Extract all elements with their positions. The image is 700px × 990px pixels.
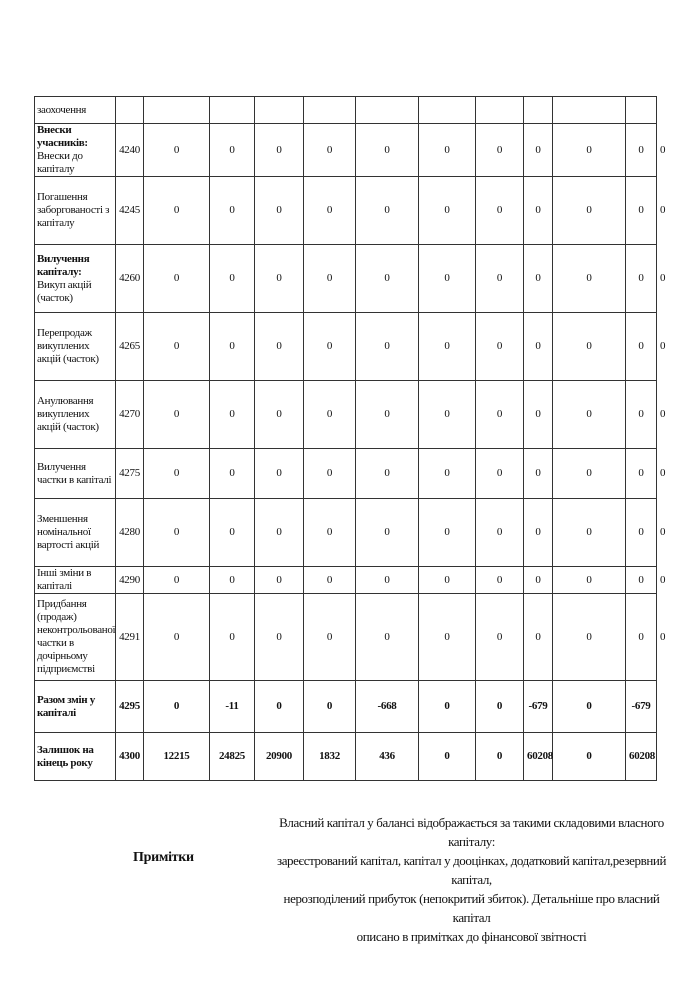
table-row: Перепродаж викуплених акцій (часток) 4265 0 0 0 0 0 0 0 0 0 0 0 — [35, 313, 657, 381]
value-cell: 0 — [304, 567, 356, 594]
table-row: Вилучення частки в капіталі 4275 0 0 0 0 0 0 0 0 0 0 0 — [35, 449, 657, 499]
value-cell: 0 — [356, 124, 419, 177]
row-code: 4270 — [116, 381, 144, 449]
row-name-cell — [35, 313, 116, 381]
value-cell: 0 — [553, 124, 626, 177]
value-cell: -679 — [524, 681, 553, 733]
value-cell: 0 — [419, 594, 476, 681]
value-cell — [626, 97, 657, 124]
value-cell: 12215 — [144, 733, 210, 781]
row-name-cell — [35, 449, 116, 499]
value-cell: 0 — [524, 177, 553, 245]
value-cell: 24825 — [210, 733, 255, 781]
value-cell — [419, 97, 476, 124]
value-cell: -668 — [356, 681, 419, 733]
value-cell: 0 — [356, 567, 419, 594]
row-name: Перепродаж викуплених акцій (часток) — [37, 327, 99, 365]
value-cell: 0 — [210, 449, 255, 499]
value-cell: 0 — [419, 313, 476, 381]
table-row — [35, 733, 657, 781]
value-cell: 0 — [626, 594, 657, 681]
value-cell — [356, 97, 419, 124]
value-cell: 0 — [476, 313, 524, 381]
value-cell: 0 — [419, 681, 476, 733]
value-cell: 0 — [210, 381, 255, 449]
value-cell: 0 — [419, 499, 476, 567]
row-name: Викуп акцій (часток) — [37, 278, 92, 304]
row-section-heading: Внески учасників: — [37, 124, 88, 149]
value-cell: 0 — [210, 567, 255, 594]
value-cell: 0 — [210, 177, 255, 245]
value-cell: 0 — [476, 381, 524, 449]
value-cell: 1832 — [304, 733, 356, 781]
value-cell: 0 — [626, 381, 657, 449]
value-cell: 0 — [553, 245, 626, 313]
row-code — [116, 97, 144, 124]
value-cell: 0 — [553, 733, 626, 781]
value-cell: 0 — [356, 449, 419, 499]
value-cell: 0 — [476, 733, 524, 781]
value-cell: 0 — [304, 594, 356, 681]
row-code: 4290 — [116, 567, 144, 594]
value-cell: -679 — [626, 681, 657, 733]
value-cell — [210, 97, 255, 124]
value-cell: 0 — [419, 124, 476, 177]
value-cell: 0 — [626, 177, 657, 245]
value-cell: 0 — [626, 499, 657, 567]
value-cell: -11 — [210, 681, 255, 733]
row-code: 4300 — [116, 733, 144, 781]
table-row: Анулювання викуплених акцій (часток) 4270 0 0 0 0 0 0 0 0 0 0 0 — [35, 381, 657, 449]
value-cell: 0 — [553, 449, 626, 499]
value-cell: 0 — [553, 567, 626, 594]
value-cell: 0 — [553, 594, 626, 681]
value-cell: 0 — [304, 245, 356, 313]
value-cell: 0 — [626, 449, 657, 499]
value-cell: 0 — [419, 177, 476, 245]
value-cell: 0 — [255, 245, 304, 313]
value-cell: 0 — [626, 567, 657, 594]
table-row: Внески учасників: Внески до капіталу 4240 0 0 0 0 0 0 0 0 0 0 0 — [35, 124, 657, 177]
value-cell: 0 — [476, 245, 524, 313]
value-cell: 0 — [356, 245, 419, 313]
value-cell: 60208 — [626, 733, 657, 781]
value-cell: 0 — [356, 499, 419, 567]
value-cell: 0 — [304, 313, 356, 381]
value-cell: 0 — [356, 313, 419, 381]
row-name: Залишок на кінець року — [37, 743, 94, 769]
value-cell: 0 — [476, 449, 524, 499]
row-name-cell — [35, 177, 116, 245]
table-row: Погашення заборгованості з капіталу 4245 0 0 0 0 0 0 0 0 0 0 0 — [35, 177, 657, 245]
value-cell: 0 — [476, 567, 524, 594]
table-row: Зменшення номінальної вартості акцій 4280 0 0 0 0 0 0 0 0 0 0 0 — [35, 499, 657, 567]
row-name: Придбання (продаж) неконтрольованої частки в дочірньому підприємстві — [37, 598, 116, 675]
table-row — [35, 681, 657, 733]
value-cell: 0 — [144, 594, 210, 681]
value-cell — [553, 97, 626, 124]
value-cell: 0 — [255, 499, 304, 567]
value-cell: 20900 — [255, 733, 304, 781]
value-cell: 0 — [626, 124, 657, 177]
value-cell: 0 — [255, 124, 304, 177]
row-name-cell — [35, 567, 116, 594]
value-cell: 0 — [553, 381, 626, 449]
row-name-cell — [35, 594, 116, 681]
value-cell: 0 — [476, 594, 524, 681]
row-code: 4265 — [116, 313, 144, 381]
value-cell — [476, 97, 524, 124]
value-cell: 0 — [524, 245, 553, 313]
row-code: 4291 — [116, 594, 144, 681]
value-cell: 0 — [524, 567, 553, 594]
notes-line: зареєстрований капітал, капітал у дооцінках, додатковий капітал,резервний капітал, — [276, 853, 667, 887]
row-code: 4275 — [116, 449, 144, 499]
value-cell: 0 — [144, 313, 210, 381]
value-cell: 0 — [524, 594, 553, 681]
value-cell — [304, 97, 356, 124]
row-name: Погашення заборгованості з капіталу — [37, 191, 110, 229]
value-cell: 0 — [304, 177, 356, 245]
row-name-cell — [35, 124, 116, 177]
row-name: Разом змін у капіталі — [37, 693, 95, 719]
value-cell: 0 — [144, 245, 210, 313]
notes-line: нерозподілений прибуток (непокритий збиток). Детальніше про власний капітал — [283, 891, 660, 925]
value-cell — [255, 97, 304, 124]
value-cell: 0 — [210, 499, 255, 567]
value-cell: 0 — [144, 499, 210, 567]
row-name: Зменшення номінальної вартості акцій — [37, 513, 100, 551]
value-cell: 0 — [419, 733, 476, 781]
value-cell: 0 — [419, 245, 476, 313]
value-cell — [524, 97, 553, 124]
row-code: 4245 — [116, 177, 144, 245]
value-cell: 0 — [553, 681, 626, 733]
value-cell: 0 — [144, 567, 210, 594]
table-row: Інші зміни в капіталі 4290 0 0 0 0 0 0 0 0 0 0 0 — [35, 567, 657, 594]
row-name-cell — [35, 245, 116, 313]
value-cell: 0 — [144, 449, 210, 499]
value-cell: 0 — [255, 313, 304, 381]
value-cell: 0 — [210, 124, 255, 177]
value-cell: 0 — [144, 681, 210, 733]
value-cell: 0 — [356, 594, 419, 681]
value-cell: 0 — [255, 567, 304, 594]
value-cell: 436 — [356, 733, 419, 781]
value-cell: 0 — [476, 124, 524, 177]
value-cell: 0 — [476, 499, 524, 567]
table-row — [35, 97, 657, 124]
notes-label: Примітки — [133, 850, 194, 865]
value-cell — [144, 97, 210, 124]
row-section-heading: Вилучення капіталу: — [37, 252, 90, 278]
row-name: заохочення — [37, 103, 86, 116]
value-cell: 0 — [419, 381, 476, 449]
value-cell: 0 — [476, 681, 524, 733]
value-cell: 0 — [304, 124, 356, 177]
value-cell: 0 — [304, 449, 356, 499]
value-cell: 0 — [144, 124, 210, 177]
value-cell: 0 — [255, 381, 304, 449]
row-code: 4260 — [116, 245, 144, 313]
value-cell: 0 — [626, 313, 657, 381]
table-row: Вилучення капіталу: Викуп акцій (часток) 4260 0 0 0 0 0 0 0 0 0 0 0 — [35, 245, 657, 313]
row-name-cell — [35, 733, 116, 781]
row-name: Вилучення частки в капіталі — [37, 460, 112, 486]
value-cell: 0 — [524, 499, 553, 567]
row-name-cell — [35, 97, 116, 124]
value-cell: 0 — [304, 499, 356, 567]
value-cell: 0 — [210, 594, 255, 681]
value-cell: 0 — [524, 449, 553, 499]
value-cell: 0 — [210, 245, 255, 313]
row-name: Анулювання викуплених акцій (часток) — [37, 395, 99, 433]
value-cell: 0 — [553, 499, 626, 567]
value-cell: 0 — [255, 594, 304, 681]
value-cell: 0 — [524, 124, 553, 177]
notes-text — [274, 813, 669, 946]
value-cell: 0 — [304, 381, 356, 449]
value-cell: 0 — [210, 313, 255, 381]
value-cell: 0 — [144, 381, 210, 449]
value-cell: 0 — [304, 681, 356, 733]
value-cell: 0 — [356, 381, 419, 449]
equity-changes-table — [34, 96, 666, 781]
value-cell: 60208 — [524, 733, 553, 781]
value-cell: 0 — [255, 449, 304, 499]
table-body — [35, 97, 666, 781]
value-cell: 0 — [255, 681, 304, 733]
table-row: Придбання (продаж) неконтрольованої частки в дочірньому підприємстві 4291 0 0 0 0 0 0 0 0 0 0 0 — [35, 594, 657, 681]
notes-line: описано в примітках до фінансової звітності — [356, 929, 587, 944]
value-cell: 0 — [524, 381, 553, 449]
value-cell: 0 — [476, 177, 524, 245]
row-code: 4280 — [116, 499, 144, 567]
row-name-cell — [35, 681, 116, 733]
row-name: Інші зміни в капіталі — [37, 567, 92, 592]
value-cell: 0 — [144, 177, 210, 245]
value-cell: 0 — [419, 449, 476, 499]
value-cell: 0 — [356, 177, 419, 245]
row-code: 4240 — [116, 124, 144, 177]
value-cell: 0 — [553, 177, 626, 245]
row-name-cell — [35, 381, 116, 449]
row-name-cell — [35, 499, 116, 567]
notes-line: Власний капітал у балансі відображається за такими складовими власного капіталу: — [279, 815, 664, 849]
row-name: Внески до капіталу — [37, 150, 83, 175]
value-cell: 0 — [524, 313, 553, 381]
value-cell: 0 — [419, 567, 476, 594]
value-cell: 0 — [255, 177, 304, 245]
row-code: 4295 — [116, 681, 144, 733]
value-cell: 0 — [553, 313, 626, 381]
value-cell: 0 — [626, 245, 657, 313]
